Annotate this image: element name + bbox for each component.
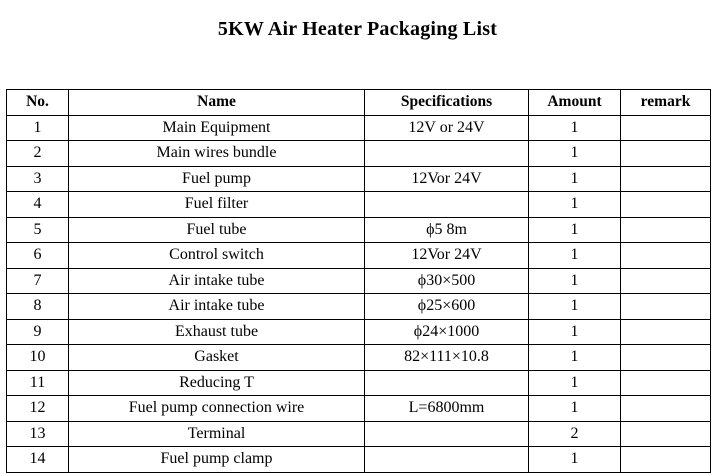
- item-name: Gasket: [69, 345, 365, 371]
- item-amount: 1: [529, 319, 621, 345]
- item-specification: [365, 447, 529, 473]
- row-number: 13: [7, 421, 69, 447]
- table-row: [7, 294, 711, 320]
- table-row: [7, 396, 711, 422]
- item-specification: 12V or 24V: [365, 115, 529, 141]
- row-number: 12: [7, 396, 69, 422]
- table-row: [7, 217, 711, 243]
- header-row: [7, 90, 711, 116]
- item-amount: 1: [529, 268, 621, 294]
- item-name: Control switch: [69, 243, 365, 269]
- row-number: 11: [7, 370, 69, 396]
- header-specifications: Specifications: [365, 90, 529, 116]
- table-row: [7, 268, 711, 294]
- item-amount: 1: [529, 370, 621, 396]
- table-row: [7, 243, 711, 269]
- table-row: [7, 192, 711, 218]
- item-name: Main wires bundle: [69, 141, 365, 167]
- item-specification: ϕ5 8m: [365, 217, 529, 243]
- item-name: Air intake tube: [69, 268, 365, 294]
- item-name: Fuel pump clamp: [69, 447, 365, 473]
- row-number: 4: [7, 192, 69, 218]
- item-specification: 12Vor 24V: [365, 166, 529, 192]
- table-row: [7, 115, 711, 141]
- item-amount: 1: [529, 345, 621, 371]
- header-amount: Amount: [529, 90, 621, 116]
- row-number: 9: [7, 319, 69, 345]
- table-row: [7, 319, 711, 345]
- table-row: [7, 345, 711, 371]
- item-amount: 1: [529, 447, 621, 473]
- table-body: [7, 115, 711, 472]
- table-row: [7, 166, 711, 192]
- item-name: Fuel pump connection wire: [69, 396, 365, 422]
- item-name: Fuel filter: [69, 192, 365, 218]
- item-specification: ϕ30×500: [365, 268, 529, 294]
- row-number: 6: [7, 243, 69, 269]
- row-number: 1: [7, 115, 69, 141]
- document-title: 5KW Air Heater Packaging List: [217, 18, 498, 40]
- header-name: Name: [69, 90, 365, 116]
- item-remark: [621, 217, 711, 243]
- table-row: [7, 447, 711, 473]
- row-number: 14: [7, 447, 69, 473]
- item-remark: [621, 396, 711, 422]
- item-remark: [621, 421, 711, 447]
- item-remark: [621, 268, 711, 294]
- item-specification: 12Vor 24V: [365, 243, 529, 269]
- item-amount: 1: [529, 396, 621, 422]
- header-no: No.: [7, 90, 69, 116]
- item-amount: 1: [529, 243, 621, 269]
- item-name: Air intake tube: [69, 294, 365, 320]
- row-number: 8: [7, 294, 69, 320]
- item-amount: 1: [529, 217, 621, 243]
- item-amount: 1: [529, 115, 621, 141]
- item-specification: ϕ25×600: [365, 294, 529, 320]
- item-remark: [621, 294, 711, 320]
- item-specification: ϕ24×1000: [365, 319, 529, 345]
- row-number: 5: [7, 217, 69, 243]
- item-remark: [621, 319, 711, 345]
- item-remark: [621, 243, 711, 269]
- item-specification: [365, 141, 529, 167]
- item-remark: [621, 447, 711, 473]
- item-remark: [621, 192, 711, 218]
- item-specification: [365, 421, 529, 447]
- row-number: 2: [7, 141, 69, 167]
- item-specification: [365, 370, 529, 396]
- item-name: Reducing T: [69, 370, 365, 396]
- item-name: Exhaust tube: [69, 319, 365, 345]
- row-number: 3: [7, 166, 69, 192]
- table-row: [7, 370, 711, 396]
- item-amount: 1: [529, 294, 621, 320]
- item-remark: [621, 345, 711, 371]
- row-number: 10: [7, 345, 69, 371]
- table-row: [7, 421, 711, 447]
- item-name: Fuel pump: [69, 166, 365, 192]
- item-amount: 1: [529, 192, 621, 218]
- item-name: Main Equipment: [69, 115, 365, 141]
- row-number: 7: [7, 268, 69, 294]
- item-amount: 1: [529, 141, 621, 167]
- item-amount: 2: [529, 421, 621, 447]
- item-specification: 82×111×10.8: [365, 345, 529, 371]
- packaging-list-table: [6, 89, 711, 473]
- item-specification: L=6800mm: [365, 396, 529, 422]
- item-name: Terminal: [69, 421, 365, 447]
- item-amount: 1: [529, 166, 621, 192]
- item-specification: [365, 192, 529, 218]
- item-remark: [621, 141, 711, 167]
- header-remark: remark: [621, 90, 711, 116]
- item-remark: [621, 370, 711, 396]
- table-row: [7, 141, 711, 167]
- item-remark: [621, 115, 711, 141]
- item-remark: [621, 166, 711, 192]
- item-name: Fuel tube: [69, 217, 365, 243]
- table-header: [7, 90, 711, 116]
